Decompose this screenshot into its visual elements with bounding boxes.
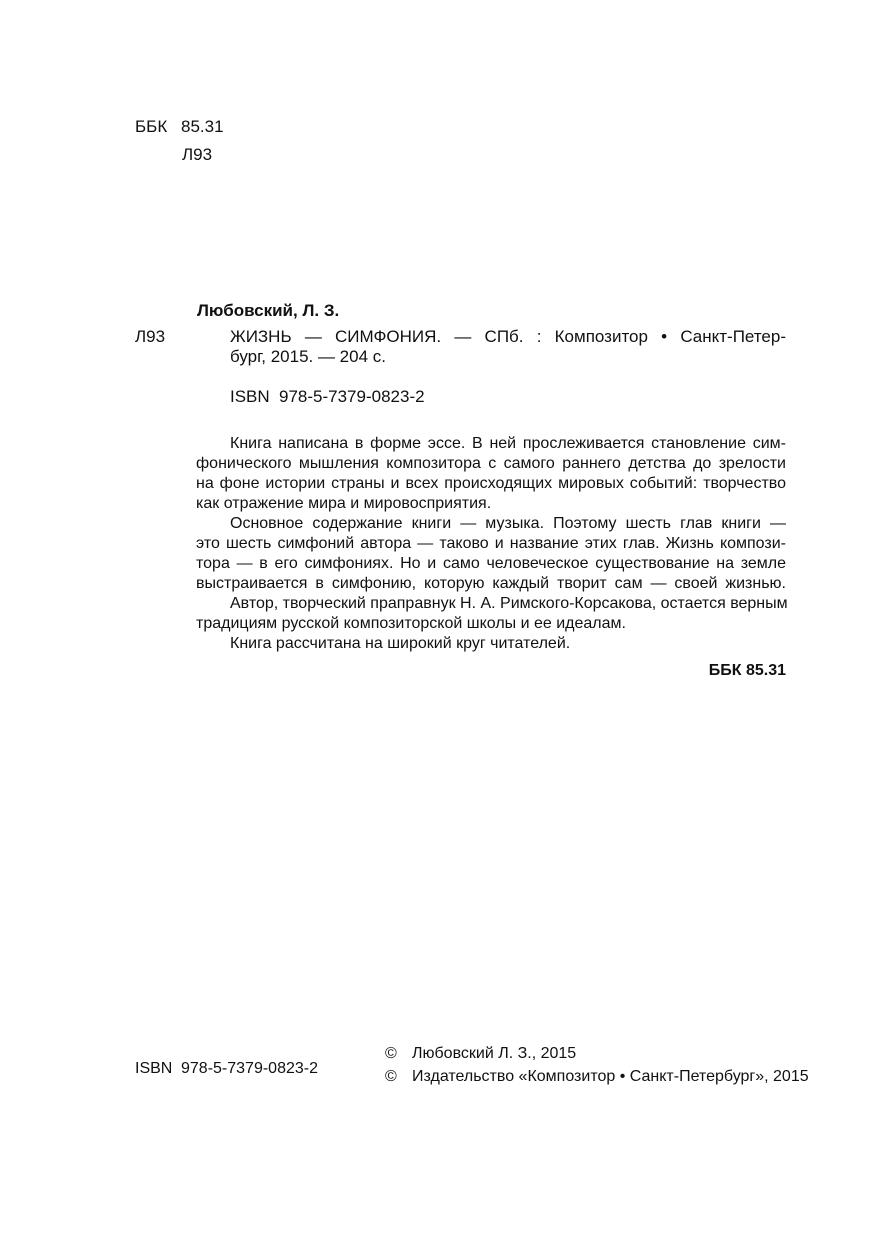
entry-title-line: ЖИЗНЬ — СИМФОНИЯ. — СПб. : Композитор • Санкт-Петер- (230, 327, 786, 346)
entry-author: Любовский, Л. З. (197, 301, 340, 320)
bbk-label: ББК (135, 117, 168, 136)
entry-title-line: бург, 2015. — 204 с. (230, 347, 386, 366)
annotation-line: традициям русской композиторской школы и ее идеалам. (196, 615, 626, 632)
entry-isbn-label: ISBN (230, 387, 270, 406)
annotation-line: фонического мышления композитора с самого раннего детства до зрелости (196, 455, 786, 472)
footer-isbn-label: ISBN (135, 1060, 173, 1077)
copyright-author-text: Любовский Л. З., 2015 (412, 1045, 577, 1062)
annotation-line: Книга написана в форме эссе. В ней прослеживается становление сим- (230, 435, 786, 452)
copyright-publisher-text: Издательство «Композитор • Санкт-Петербург», 2015 (412, 1068, 809, 1085)
copyright-author (385, 1044, 576, 1064)
copyright-icon: © (385, 1068, 397, 1085)
annotation-line: Основное содержание книги — музыка. Поэтому шесть глав книги — (230, 515, 786, 532)
annotation-line: выстраивается в симфонию, которую каждый творит сам — своей жизнью. (196, 575, 786, 592)
annotation-line: Автор, творческий праправнук Н. А. Римского-Корсакова, остается верным (230, 595, 788, 612)
bbk-code: 85.31 (181, 117, 224, 136)
footer-isbn-value: 978-5-7379-0823-2 (181, 1060, 318, 1077)
annotation-line: на фоне истории страны и всех происходящих мировых событий: творчество (196, 475, 786, 492)
entry-isbn-value: 978-5-7379-0823-2 (279, 387, 425, 406)
entry-author-mark: Л93 (135, 327, 166, 346)
copyright-publisher (385, 1067, 809, 1087)
annotation-line: это шесть симфоний автора — таково и название этих глав. Жизнь компози- (196, 535, 786, 552)
entry-isbn (230, 387, 425, 407)
annotation-line: как отражение мира и мировосприятия. (196, 495, 492, 512)
annotation-line: Книга рассчитана на широкий круг читателей. (230, 635, 571, 652)
bbk-classification (135, 117, 224, 137)
copyright-icon: © (385, 1045, 397, 1062)
entry-title-block (230, 327, 786, 367)
annotation (196, 434, 786, 654)
annotation-line: тора — в его симфониях. Но и само человеческое существование на земле (196, 555, 786, 572)
author-mark: Л93 (182, 145, 213, 164)
annotation-bbk: ББК 85.31 (708, 662, 786, 679)
footer-isbn (135, 1059, 318, 1079)
